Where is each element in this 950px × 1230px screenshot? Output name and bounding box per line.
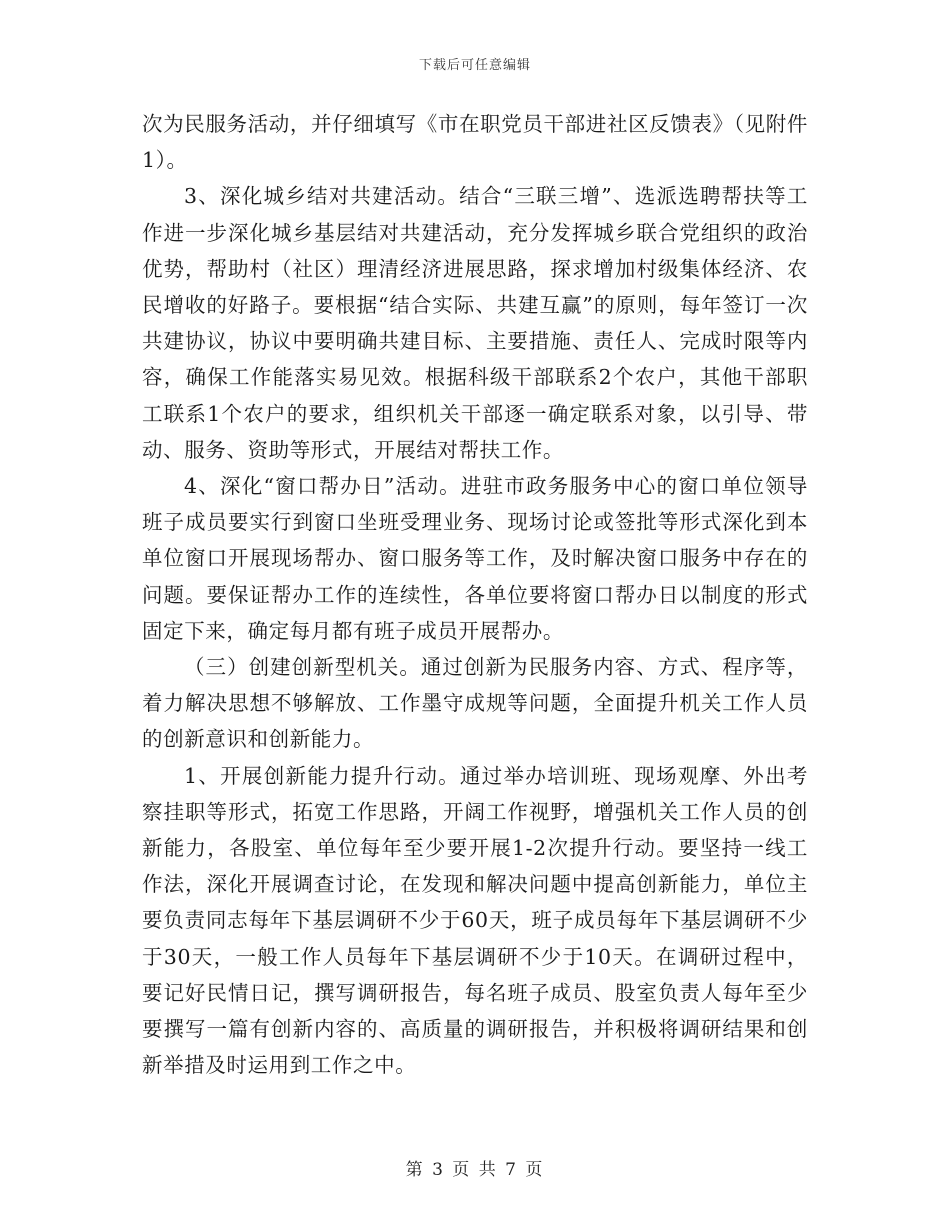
document-body bbox=[142, 106, 808, 1083]
paragraph-continuation: 次为民服务活动，并仔细填写《市在职党员干部进社区反馈表》（见附件1）。 bbox=[142, 112, 808, 173]
paragraph-item-1: 1、开展创新能力提升行动。通过举办培训班、现场观摩、外出考察挂职等形式，拓宽工作思路，开阔工作视野，增强机关工作人员的创新能力，各股室、单位每年至少要开展1-2次提升行动。要坚持一线工作法，深化开展调查讨论，在发现和解决问题中提高创新能力，单位主要负责同志每年下基层调研不少于60天，班子成员每年下基层调研不少于30天，一般工作人员每年下基层调研不少于10天。在调研过程中，要记好民情日记，撰写调研报告，每名班子成员、股室负责人每年至少要撰写一篇有创新内容的、高质量的调研报告，并积极将调研结果和创新举措及时运用到工作之中。 bbox=[142, 763, 808, 1078]
paragraph-item-4: 4、深化“窗口帮办日”活动。进驻市政务服务中心的窗口单位领导班子成员要实行到窗口坐班受理业务、现场讨论或签批等形式深化到本单位窗口开展现场帮办、窗口服务等工作，及时解决窗口服务中存在的问题。要保证帮办工作的连续性，各单位要将窗口帮办日以制度的形式固定下来，确定每月都有班子成员开展帮办。 bbox=[142, 474, 808, 643]
header-note: 下载后可任意编辑 bbox=[418, 58, 531, 73]
paragraph-item-3: 3、深化城乡结对共建活动。结合“三联三增”、选派选聘帮扶等工作进一步深化城乡基层结对共建活动，充分发挥城乡联合党组织的政治优势，帮助村（社区）理清经济进展思路，探求增加村级集体经济、农民增收的好路子。要根据“结合实际、共建互赢”的原则，每年签订一次共建协议，协议中要明确共建目标、主要措施、责任人、完成时限等内容，确保工作能落实易见效。根据科级干部联系2个农户，其他干部职工联系1个农户的要求，组织机关干部逐一确定联系对象，以引导、带动、服务、资助等形式，开展结对帮扶工作。 bbox=[142, 184, 808, 462]
paragraph-section-3: （三）创建创新型机关。通过创新为民服务内容、方式、程序等，着力解决思想不够解放、工作墨守成规等问题，全面提升机关工作人员的创新意识和创新能力。 bbox=[142, 655, 808, 752]
page-number-footer: 第 3 页 共 7 页 bbox=[405, 1160, 545, 1180]
